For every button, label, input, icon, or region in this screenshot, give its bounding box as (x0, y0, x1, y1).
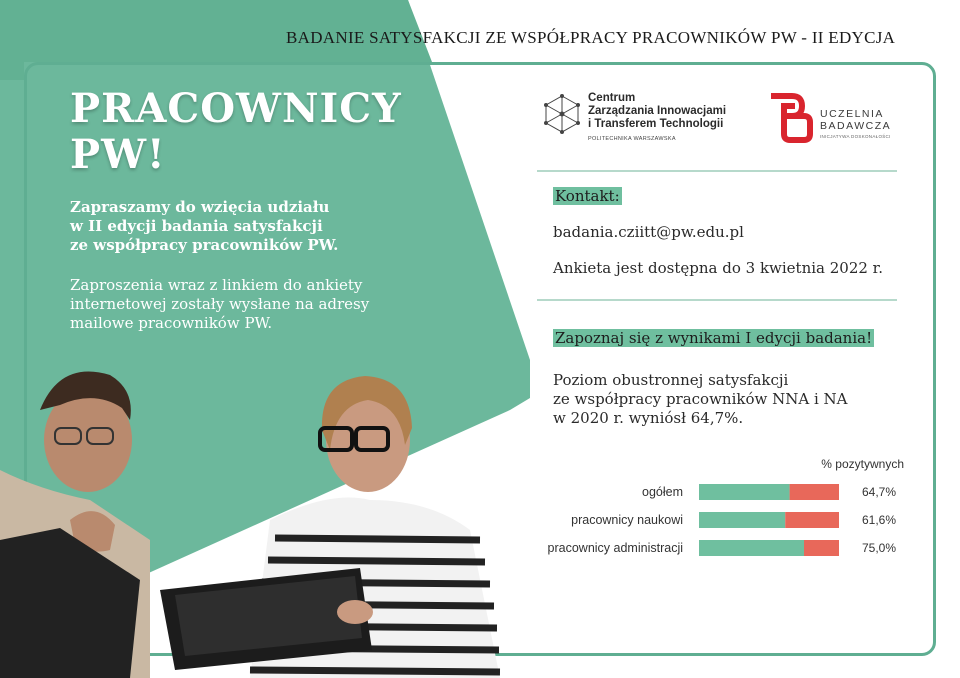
ub-logo-subtitle: INICJATYWA DOSKONAŁOŚCI (820, 134, 891, 139)
logo-line: BADAWCZA (820, 120, 892, 132)
cziitt-logo-subtitle: POLITECHNIKA WARSZAWSKA (588, 136, 676, 142)
logo-line: i Transferem Technologii (588, 118, 724, 130)
summary-line: w 2020 r. wyniósł 64,7%. (553, 409, 744, 427)
logo-line: Zarządzania Innowacjami (588, 105, 727, 117)
chart-value-label: 61,6% (862, 513, 897, 527)
intro-line: internetowej zostały wysłane na adresy (70, 295, 370, 313)
headline (70, 86, 402, 178)
ub-mark-icon (768, 92, 814, 144)
page-title: BADANIE SATYSFAKCJI ZE WSPÓŁPRACY PRACOWNIKÓW PW - II EDYCJA (286, 28, 896, 47)
results-heading: Zapoznaj się z wynikami I edycji badania! (555, 329, 873, 347)
intro-line: Zaproszenia wraz z linkiem do ankiety (70, 276, 363, 294)
people-photo-illustration (0, 350, 520, 678)
summary-line: Poziom obustronnej satysfakcji (553, 371, 789, 389)
intro-paragraph (70, 276, 410, 333)
network-icon (540, 92, 584, 136)
chart-category-label: pracownicy administracji (547, 541, 683, 555)
woman-hand (337, 600, 373, 624)
divider (537, 299, 897, 301)
contact-email[interactable]: badania.cziitt@pw.edu.pl (553, 223, 744, 241)
contact-label: Kontakt: (555, 187, 620, 205)
chart-category-label: pracownicy naukowi (571, 513, 683, 527)
summary-line: ze współpracy pracowników NNA i NA (553, 390, 848, 408)
chart-category-label: ogółem (642, 485, 683, 499)
cziitt-logo-text (588, 92, 726, 131)
headline-line: PW! (70, 131, 166, 178)
divider (537, 170, 897, 172)
availability-note: Ankieta jest dostępna do 3 kwietnia 2022 r. (553, 259, 883, 277)
cziitt-logo (540, 90, 760, 150)
intro-line: ze współpracy pracowników PW. (70, 236, 339, 254)
headline-line: PRACOWNICY (70, 85, 402, 132)
chart-value-label: 64,7% (862, 485, 897, 499)
logo-line: Centrum (588, 92, 636, 104)
logo-line: UCZELNIA (820, 108, 884, 120)
chart-value-label: 75,0% (862, 541, 897, 555)
chart-header-label: % pozytywnych (821, 457, 904, 471)
intro-line: mailowe pracowników PW. (70, 314, 273, 332)
intro-bold-paragraph (70, 198, 410, 255)
uczelnia-badawcza-logo (768, 90, 908, 150)
intro-line: w II edycji badania satysfakcji (70, 217, 323, 235)
ub-logo-text (820, 108, 891, 132)
results-summary (553, 371, 893, 428)
intro-line: Zapraszamy do wzięcia udziału (70, 198, 330, 216)
